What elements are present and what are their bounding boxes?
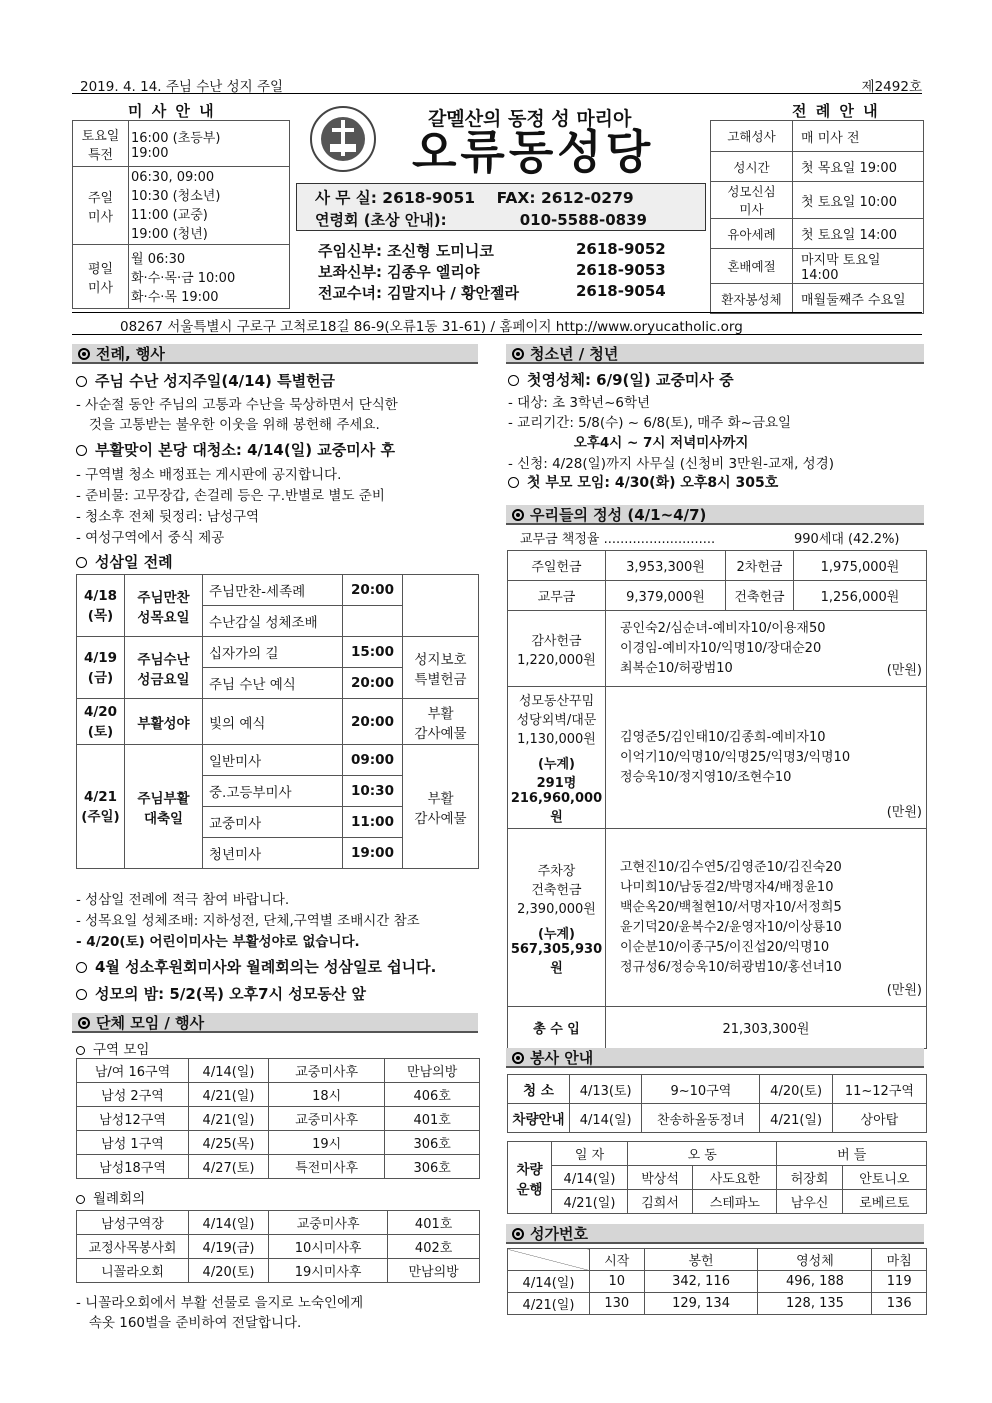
table-cell: 교무금: [508, 581, 606, 611]
table-row: [711, 284, 924, 314]
circle-icon: [508, 477, 519, 488]
table-cell: 첫 토요일 10:00: [793, 182, 924, 219]
offering-table: [507, 550, 927, 1049]
table-cell: 마지막 토요일 14:00: [793, 249, 924, 284]
table-cell: 4/19(금): [189, 1235, 269, 1259]
table-cell: 4/21 (주일): [77, 745, 125, 869]
table-row: [508, 581, 927, 611]
table-cell: 119: [872, 1271, 927, 1293]
liturgy-h4: 4월 성소후원회미사와 월례회의는 성삼일로 쉽니다.: [76, 956, 436, 977]
table-cell: 2차헌금: [726, 551, 794, 581]
liturgy-h5: 성모의 밤: 5/2(목) 오후7시 성모동산 앞: [76, 983, 366, 1004]
donor-line: 정규성6/정승욱10/허광범10/홍선녀10: [620, 959, 842, 975]
bullet-icon: [512, 348, 524, 360]
circle-icon: [76, 557, 87, 568]
hymn-table: [507, 1248, 927, 1315]
table-cell: 3,953,300원: [606, 551, 726, 581]
liturgy-h2: 부활맞이 본당 대청소: 4/14(일) 교중미사 후: [76, 439, 395, 460]
donor-line: 최복순10/허광범10: [620, 660, 733, 676]
table-cell: 19시: [269, 1131, 385, 1155]
offering-label-text: 성모동산꾸밈 성당외벽/대문 1,130,000원: [516, 694, 597, 747]
table-cell: 10:30: [343, 776, 403, 807]
text-line: - 대상: 초 3학년~6학년: [508, 395, 651, 411]
offering-cumulative: (누계) 291명 216,960,000원: [510, 757, 603, 825]
youth-h2: 첫 부모 모임: 4/30(화) 오후8시 305호: [508, 472, 778, 492]
table-cell: 매월둘째주 수요일: [793, 284, 924, 314]
table-cell: 10시미사후: [269, 1235, 388, 1259]
circle-icon: [76, 1046, 85, 1055]
text-line: - 니꼴라오회에서 부활 선물로 을지로 노숙인에게: [76, 1295, 364, 1311]
bullet-icon: [512, 509, 524, 521]
table-cell: 주님만찬 성목요일: [125, 575, 203, 637]
table-cell: 주님부활 대축일: [125, 745, 203, 869]
table-cell: 130: [590, 1293, 645, 1315]
table-row: [508, 1271, 927, 1293]
text-line: - 청소후 전체 뒷정리: 남성구역: [76, 509, 260, 525]
table-cell: 일 자: [552, 1142, 628, 1166]
donor-line: 나미희10/남동걸2/박명자4/배정윤10: [620, 879, 834, 895]
table-row: [508, 1142, 927, 1166]
donor-line: 이경임-예비자10/익명10/장대순20: [620, 640, 822, 656]
bullet-icon: [512, 1052, 524, 1064]
staff-tel: 2618-9054: [576, 282, 666, 300]
table-cell: 주님 수난 예식: [203, 668, 343, 699]
table-cell: 안토니오: [842, 1166, 926, 1190]
table-row: [77, 745, 479, 776]
issue-number: 제2492호: [861, 79, 922, 95]
table-cell: 남성 1구역: [77, 1131, 189, 1155]
text-line: - 교리기간: 5/8(수) ~ 6/8(토), 매주 화~금요일: [508, 415, 792, 431]
table-cell: 남/여 16구역: [77, 1059, 189, 1083]
table-row: [508, 829, 927, 1007]
table-row: [77, 575, 479, 606]
table-cell: 496, 188: [758, 1271, 872, 1293]
table-cell: 306호: [385, 1131, 480, 1155]
staff-tel: 2618-9053: [576, 261, 666, 279]
liturgy-h3: 성삼일 전례: [76, 551, 173, 572]
table-cell: 차량안내: [508, 1104, 570, 1133]
table-cell: 4/13(토): [570, 1075, 642, 1104]
mass-title: 미 사 안 내: [128, 102, 216, 120]
donor-line: 정승욱10/정지영10/조현수10: [620, 769, 792, 785]
unit-label: (만원): [886, 983, 922, 998]
table-cell: 4/21(일): [508, 1293, 590, 1315]
rites-title: 전 례 안 내: [792, 102, 880, 120]
text-line: 오후4시 ~ 7시 저녁미사까지: [508, 435, 749, 451]
table-cell: 로베르토: [842, 1190, 926, 1214]
table-row: [508, 1007, 927, 1049]
table-cell: 총 수 입: [508, 1007, 606, 1049]
table-cell: [403, 575, 479, 637]
table-row: [508, 1075, 927, 1104]
table-cell: 남성 2구역: [77, 1083, 189, 1107]
table-cell: 성모신심 미사: [711, 182, 793, 219]
table-cell: 21,303,300원: [606, 1007, 927, 1049]
table-row: [77, 637, 479, 668]
text-line: - 4/20(토) 어린이미사는 부활성야로 없습니다.: [76, 934, 360, 950]
table-cell: 건축헌금: [726, 581, 794, 611]
table-row: [711, 249, 924, 284]
circle-icon: [76, 445, 87, 456]
table-cell: 남성구역장: [77, 1211, 189, 1235]
table-cell: 4/20(토): [189, 1259, 269, 1283]
table-cell: 청 소: [508, 1075, 570, 1104]
table-cell: 4/19 (금): [77, 637, 125, 699]
table-row: [711, 219, 924, 249]
staff-role: 전교수녀: 김말지나 / 황안젤라: [318, 284, 520, 302]
table-cell: 136: [872, 1293, 927, 1315]
staff-list: [318, 240, 708, 303]
staff-role: 주임신부: 조신형 도미니코: [318, 242, 494, 260]
table-cell: 남우신: [777, 1190, 842, 1214]
donor-list: [606, 829, 927, 1007]
table-cell: 교중미사후: [269, 1059, 385, 1083]
table-row: [711, 152, 924, 182]
parish-subtitle: 갈멜산의 동정 성 마리아: [428, 108, 632, 130]
table-cell: 11:00: [343, 807, 403, 838]
table-cell: 11~12구역: [832, 1075, 926, 1104]
table-cell: 교중미사후: [269, 1107, 385, 1131]
text-line: - 구역별 청소 배정표는 게시판에 공지합니다.: [76, 467, 342, 483]
table-cell: 찬송하올동정녀: [642, 1104, 760, 1133]
mass-label: 토요일 특전: [73, 121, 129, 167]
table-cell: 19시미사후: [269, 1259, 388, 1283]
text-line: - 여성구역에서 중식 제공: [76, 530, 225, 546]
table-cell: 부활 감사예물: [403, 699, 479, 745]
table-cell: 401호: [388, 1211, 480, 1235]
table-cell: 129, 134: [644, 1293, 758, 1315]
table-cell: 십자가의 길: [203, 637, 343, 668]
text-line: 속옷 160벌을 준비하여 전달합니다.: [76, 1315, 302, 1331]
donor-line: 이억기10/익명10/익명25/익명3/익명10: [620, 749, 851, 765]
mass-times: 16:00 (초등부) 19:00: [129, 121, 290, 167]
table-cell: 영성체: [758, 1249, 872, 1271]
table-cell: 20:00: [343, 575, 403, 606]
table-cell: 허장회: [777, 1166, 842, 1190]
table-cell: 특전미사후: [269, 1155, 385, 1179]
table-cell: 1,256,000원: [794, 581, 927, 611]
text-line: - 성삼일 전례에 적극 참여 바랍니다.: [76, 892, 290, 908]
table-row: [508, 1166, 927, 1190]
table-row: [77, 1131, 480, 1155]
table-cell: 성시간: [711, 152, 793, 182]
donor-list: [606, 611, 927, 687]
table-row: [508, 1104, 927, 1133]
table-cell: 만남의방: [385, 1059, 480, 1083]
table-cell: 주님수난 성금요일: [125, 637, 203, 699]
section-service: 봉사 안내: [506, 1048, 924, 1068]
table-cell: 중.고등부미사: [203, 776, 343, 807]
donor-line: 고현진10/김수연5/김영준10/김진숙20: [620, 859, 842, 875]
groups-sub1: 구역 모임: [76, 1038, 149, 1058]
table-cell: 4/27(토): [189, 1155, 269, 1179]
table-cell: 09:00: [343, 745, 403, 776]
table-cell: 20:00: [343, 668, 403, 699]
offering-label: [508, 687, 606, 829]
liturgy-h1: 주님 수난 성지주일(4/14) 특별헌금: [76, 370, 335, 391]
table-cell: 4/14(일): [189, 1211, 269, 1235]
parish-name: 오류동성당: [412, 125, 655, 179]
circle-icon: [76, 989, 87, 1000]
table-cell: 1,975,000원: [794, 551, 927, 581]
bullet-icon: [512, 1228, 524, 1240]
table-cell: 4/14(일): [552, 1166, 628, 1190]
table-cell: 18시: [269, 1083, 385, 1107]
table-cell: 스테파노: [693, 1190, 777, 1214]
table-row: [77, 1211, 480, 1235]
staff-tel: 2618-9052: [576, 240, 666, 258]
table-cell: 오 동: [628, 1142, 777, 1166]
parish-logo: [308, 104, 378, 174]
section-hymn: 성가번호: [506, 1224, 924, 1244]
donor-line: 김영준5/김인태10/김종희-예비자10: [620, 729, 826, 745]
table-cell: 4/21(일): [189, 1083, 269, 1107]
table-cell: 차량 운행: [508, 1142, 552, 1214]
table-cell: 성지보호 특별헌금: [403, 637, 479, 699]
offering-label: [508, 611, 606, 687]
table-cell: 9,379,000원: [606, 581, 726, 611]
table-cell: 342, 116: [644, 1271, 758, 1293]
circle-icon: [76, 1195, 85, 1204]
table-cell: 시작: [590, 1249, 645, 1271]
holy-week-table: [76, 574, 479, 869]
table-cell: 빛의 예식: [203, 699, 343, 745]
donor-line: 이순분10/이종구5/이진섭20/익명10: [620, 939, 830, 955]
funeral-contact: 연령회 (초상 안내): 010-5588-0839: [315, 211, 647, 229]
table-cell: 4/25(목): [189, 1131, 269, 1155]
table-cell: 9~10구역: [642, 1075, 760, 1104]
table-cell: 혼배예절: [711, 249, 793, 284]
table-cell: 4/20(토): [760, 1075, 832, 1104]
table-cell: 4/20 (토): [77, 699, 125, 745]
youth-h1: 첫영성체: 6/9(일) 교중미사 중: [508, 369, 734, 390]
table-cell: 401호: [385, 1107, 480, 1131]
circle-icon: [508, 375, 519, 386]
office-phone: 사 무 실: 2618-9051 FAX: 2612-0279: [315, 189, 634, 207]
table-row: [508, 611, 927, 687]
table-row: [711, 182, 924, 219]
staff-role: 보좌신부: 김종우 엘리야: [318, 263, 480, 281]
table-row: [77, 1059, 480, 1083]
text-line: - 신청: 4/28(일)까지 사무실 (신청비 3만원-교재, 성경): [508, 456, 834, 472]
section-youth: 청소년 / 청년: [506, 344, 924, 364]
table-cell: 10: [590, 1271, 645, 1293]
table-cell: 봉헌: [644, 1249, 758, 1271]
table-cell: 첫 토요일 14:00: [793, 219, 924, 249]
monthly-table: [76, 1210, 480, 1283]
rites-table: [710, 120, 924, 314]
bullet-icon: [78, 1017, 90, 1029]
table-row: [77, 699, 479, 745]
table-row: [77, 1235, 480, 1259]
circle-icon: [76, 376, 87, 387]
table-cell: 사도요한: [693, 1166, 777, 1190]
offering-cumulative: (누계) 567,305,930원: [510, 926, 603, 976]
table-cell: 남성12구역: [77, 1107, 189, 1131]
table-cell: 고해성사: [711, 121, 793, 152]
table-cell: 청년미사: [203, 838, 343, 869]
text-line: - 성목요일 성체조배: 지하성전, 단체,구역별 조배시간 참조: [76, 913, 420, 929]
table-cell: 수난감실 성체조배: [203, 606, 343, 637]
table-cell: [343, 606, 403, 637]
unit-label: (만원): [886, 805, 922, 820]
mass-label: 주일 미사: [73, 167, 129, 245]
text-line: 것을 고통받는 불우한 이웃을 위해 봉헌해 주세요.: [76, 417, 380, 433]
table-cell: 김희서: [628, 1190, 693, 1214]
table-cell: 일반미사: [203, 745, 343, 776]
table-cell: 박상석: [628, 1166, 693, 1190]
offering-label: [508, 829, 606, 1007]
table-cell: 니꼴라오회: [77, 1259, 189, 1283]
table-cell: 매 미사 전: [793, 121, 924, 152]
table-cell: 교중미사: [203, 807, 343, 838]
table-cell: 4/14(일): [508, 1271, 590, 1293]
table-cell: 4/21(일): [552, 1190, 628, 1214]
table-row: [508, 1293, 927, 1315]
table-row: [508, 687, 927, 829]
donor-list: [606, 687, 927, 829]
table-cell: 주님만찬-세족례: [203, 575, 343, 606]
table-cell: 부활 감사예물: [403, 745, 479, 869]
text-line: - 사순절 동안 주님의 고통과 수난을 묵상하면서 단식한: [76, 397, 398, 413]
unit-label: (만원): [886, 663, 922, 678]
table-cell: 19:00: [343, 838, 403, 869]
table-cell: 상아탑: [832, 1104, 926, 1133]
section-offering: 우리들의 정성 (4/1~4/7): [506, 505, 924, 525]
table-row: [77, 1107, 480, 1131]
table-row: [711, 121, 924, 152]
table-cell: 환자봉성체: [711, 284, 793, 314]
table-cell: 306호: [385, 1155, 480, 1179]
table-cell: 만남의방: [388, 1259, 480, 1283]
dues-value: 990세대 (42.2%): [794, 532, 900, 547]
table-cell: 128, 135: [758, 1293, 872, 1315]
table-cell: 20:00: [343, 699, 403, 745]
mass-table: [72, 120, 290, 309]
table-row: [508, 1249, 927, 1271]
offering-label-text: 주차장 건축헌금 2,390,000원: [517, 863, 596, 917]
section-liturgy: 전례, 행사: [72, 344, 478, 364]
mass-times: 06:30, 09:00 10:30 (청소년) 11:00 (교중) 19:00 (청년): [129, 167, 290, 245]
table-row: [77, 1083, 480, 1107]
table-cell: 4/14(일): [570, 1104, 642, 1133]
table-row: [508, 551, 927, 581]
table-cell: 남성18구역: [77, 1155, 189, 1179]
issue-date: 2019. 4. 14. 주님 수난 성지 주일: [80, 79, 284, 95]
offering-label-text: 감사헌금 1,220,000원: [517, 633, 596, 668]
table-cell: 유아세례: [711, 219, 793, 249]
donor-line: 공인숙2/심순녀-예비자10/이용재50: [620, 620, 826, 636]
car-table: [507, 1141, 927, 1214]
table-cell: 마침: [872, 1249, 927, 1271]
table-cell: 4/21(일): [760, 1104, 832, 1133]
service-table: [507, 1074, 927, 1133]
table-cell: 4/14(일): [189, 1059, 269, 1083]
donor-line: 백순옥20/백철현10/서명자10/서정희5: [620, 899, 842, 915]
section-groups: 단체 모임 / 행사: [72, 1013, 478, 1033]
table-cell: 4/18 (목): [77, 575, 125, 637]
table-cell: 교중미사후: [269, 1211, 388, 1235]
bullet-icon: [78, 348, 90, 360]
table-cell: 15:00: [343, 637, 403, 668]
table-cell: 버 들: [777, 1142, 927, 1166]
table-row: [77, 1155, 480, 1179]
table-cell: 주일헌금: [508, 551, 606, 581]
dues-label: 교무금 책정율 ...........................: [520, 532, 716, 547]
mass-label: 평일 미사: [73, 245, 129, 309]
diagonal-cell: [508, 1249, 590, 1271]
circle-icon: [76, 962, 87, 973]
district-table: [76, 1058, 480, 1179]
donor-line: 윤기덕20/윤복수2/윤영자10/이상룡10: [620, 919, 842, 935]
address-line: 08267 서울특별시 구로구 고척로18길 86-9(오류1동 31-61) / 홈페이지 http://www.oryucatholic.org: [120, 319, 743, 335]
table-cell: 402호: [388, 1235, 480, 1259]
text-line: - 준비물: 고무장갑, 손걸레 등은 구.반별로 별도 준비: [76, 488, 385, 504]
table-row: [508, 1190, 927, 1214]
mass-times: 월 06:30 화·수·목·금 10:00 화·수·목 19:00: [129, 245, 290, 309]
table-row: [77, 1259, 480, 1283]
table-cell: 교정사목봉사회: [77, 1235, 189, 1259]
office-box: [296, 183, 706, 231]
groups-sub2: 월례회의: [76, 1187, 145, 1207]
table-cell: 첫 목요일 19:00: [793, 152, 924, 182]
table-cell: 406호: [385, 1083, 480, 1107]
table-cell: 4/21(일): [189, 1107, 269, 1131]
table-cell: 부활성야: [125, 699, 203, 745]
